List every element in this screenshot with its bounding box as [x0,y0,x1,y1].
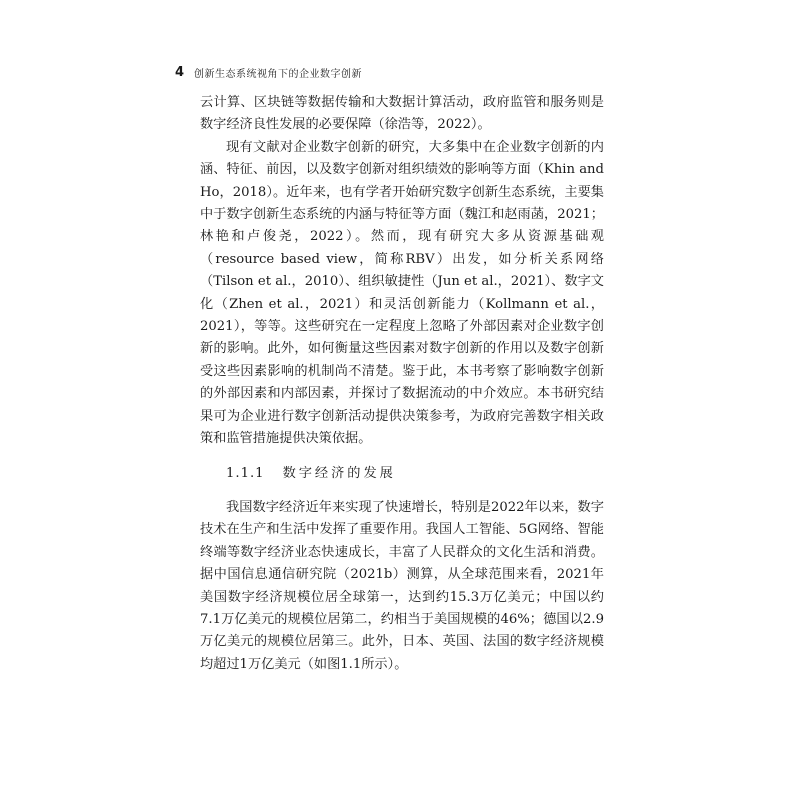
running-header [175,64,362,80]
section-title: 数字经济的发展 [282,465,396,481]
section-number: 1.1.1 [226,465,265,481]
running-title: 创新生态系统视角下的企业数字创新 [194,68,363,80]
paragraph-literature-review: 现有文献对企业数字创新的研究，大多集中在企业数字创新的内涵、特征、前因，以及数字创新对组织绩效的影响等方面（Khin and Ho，2018）。近年来，也有学者开始研究数字创新生态系统，主要集中于数字创新生态系统的内涵与特征等方面（魏江和赵雨菡，2021；林艳和卢俊尧，2022）。然而，现有研究大多从资源基础观（resource based view，简称RBV）出发，如分析关系网络（Tilson et al.，2010）、组织敏捷性（Jun et al.，2021）、数字文化（Zhen et al.，2021）和灵活创新能力（Kollmann et al.，2021），等等。这些研究在一定程度上忽略了外部因素对企业数字创新的影响。此外，如何衡量这些因素对数字创新的作用以及数字创新受这些因素影响的机制尚不清楚。鉴于此，本书考察了影响数字创新的外部因素和内部因素，并探讨了数据流动的中介效应。本书研究结果可为企业进行数字创新活动提供决策参考，为政府完善数字相关政策和监管措施提供决策依据。 [200,139,604,447]
page-number: 4 [175,64,185,80]
paragraph-digital-economy: 我国数字经济近年来实现了快速增长，特别是2022年以来，数字技术在生产和生活中发挥了重要作用。我国人工智能、5G网络、智能终端等数字经济业态快速成长，丰富了人民群众的文化生活和消费。据中国信息通信研究院（2021b）测算，从全球范围来看，2021年美国数字经济规模位居全球第一，达到约15.3万亿美元；中国以约7.1万亿美元的规模位居第二，约相当于美国规模的46%；德国以2.9万亿美元的规模位居第三。此外，日本、英国、法国的数字经济规模均超过1万亿美元（如图1.1所示）。 [200,499,604,672]
section-heading [226,463,604,485]
paragraph-continued: 云计算、区块链等数据传输和大数据计算活动，政府监管和服务则是数字经济良性发展的必要保障（徐浩等，2022）。 [200,95,604,133]
body-text [200,92,604,676]
